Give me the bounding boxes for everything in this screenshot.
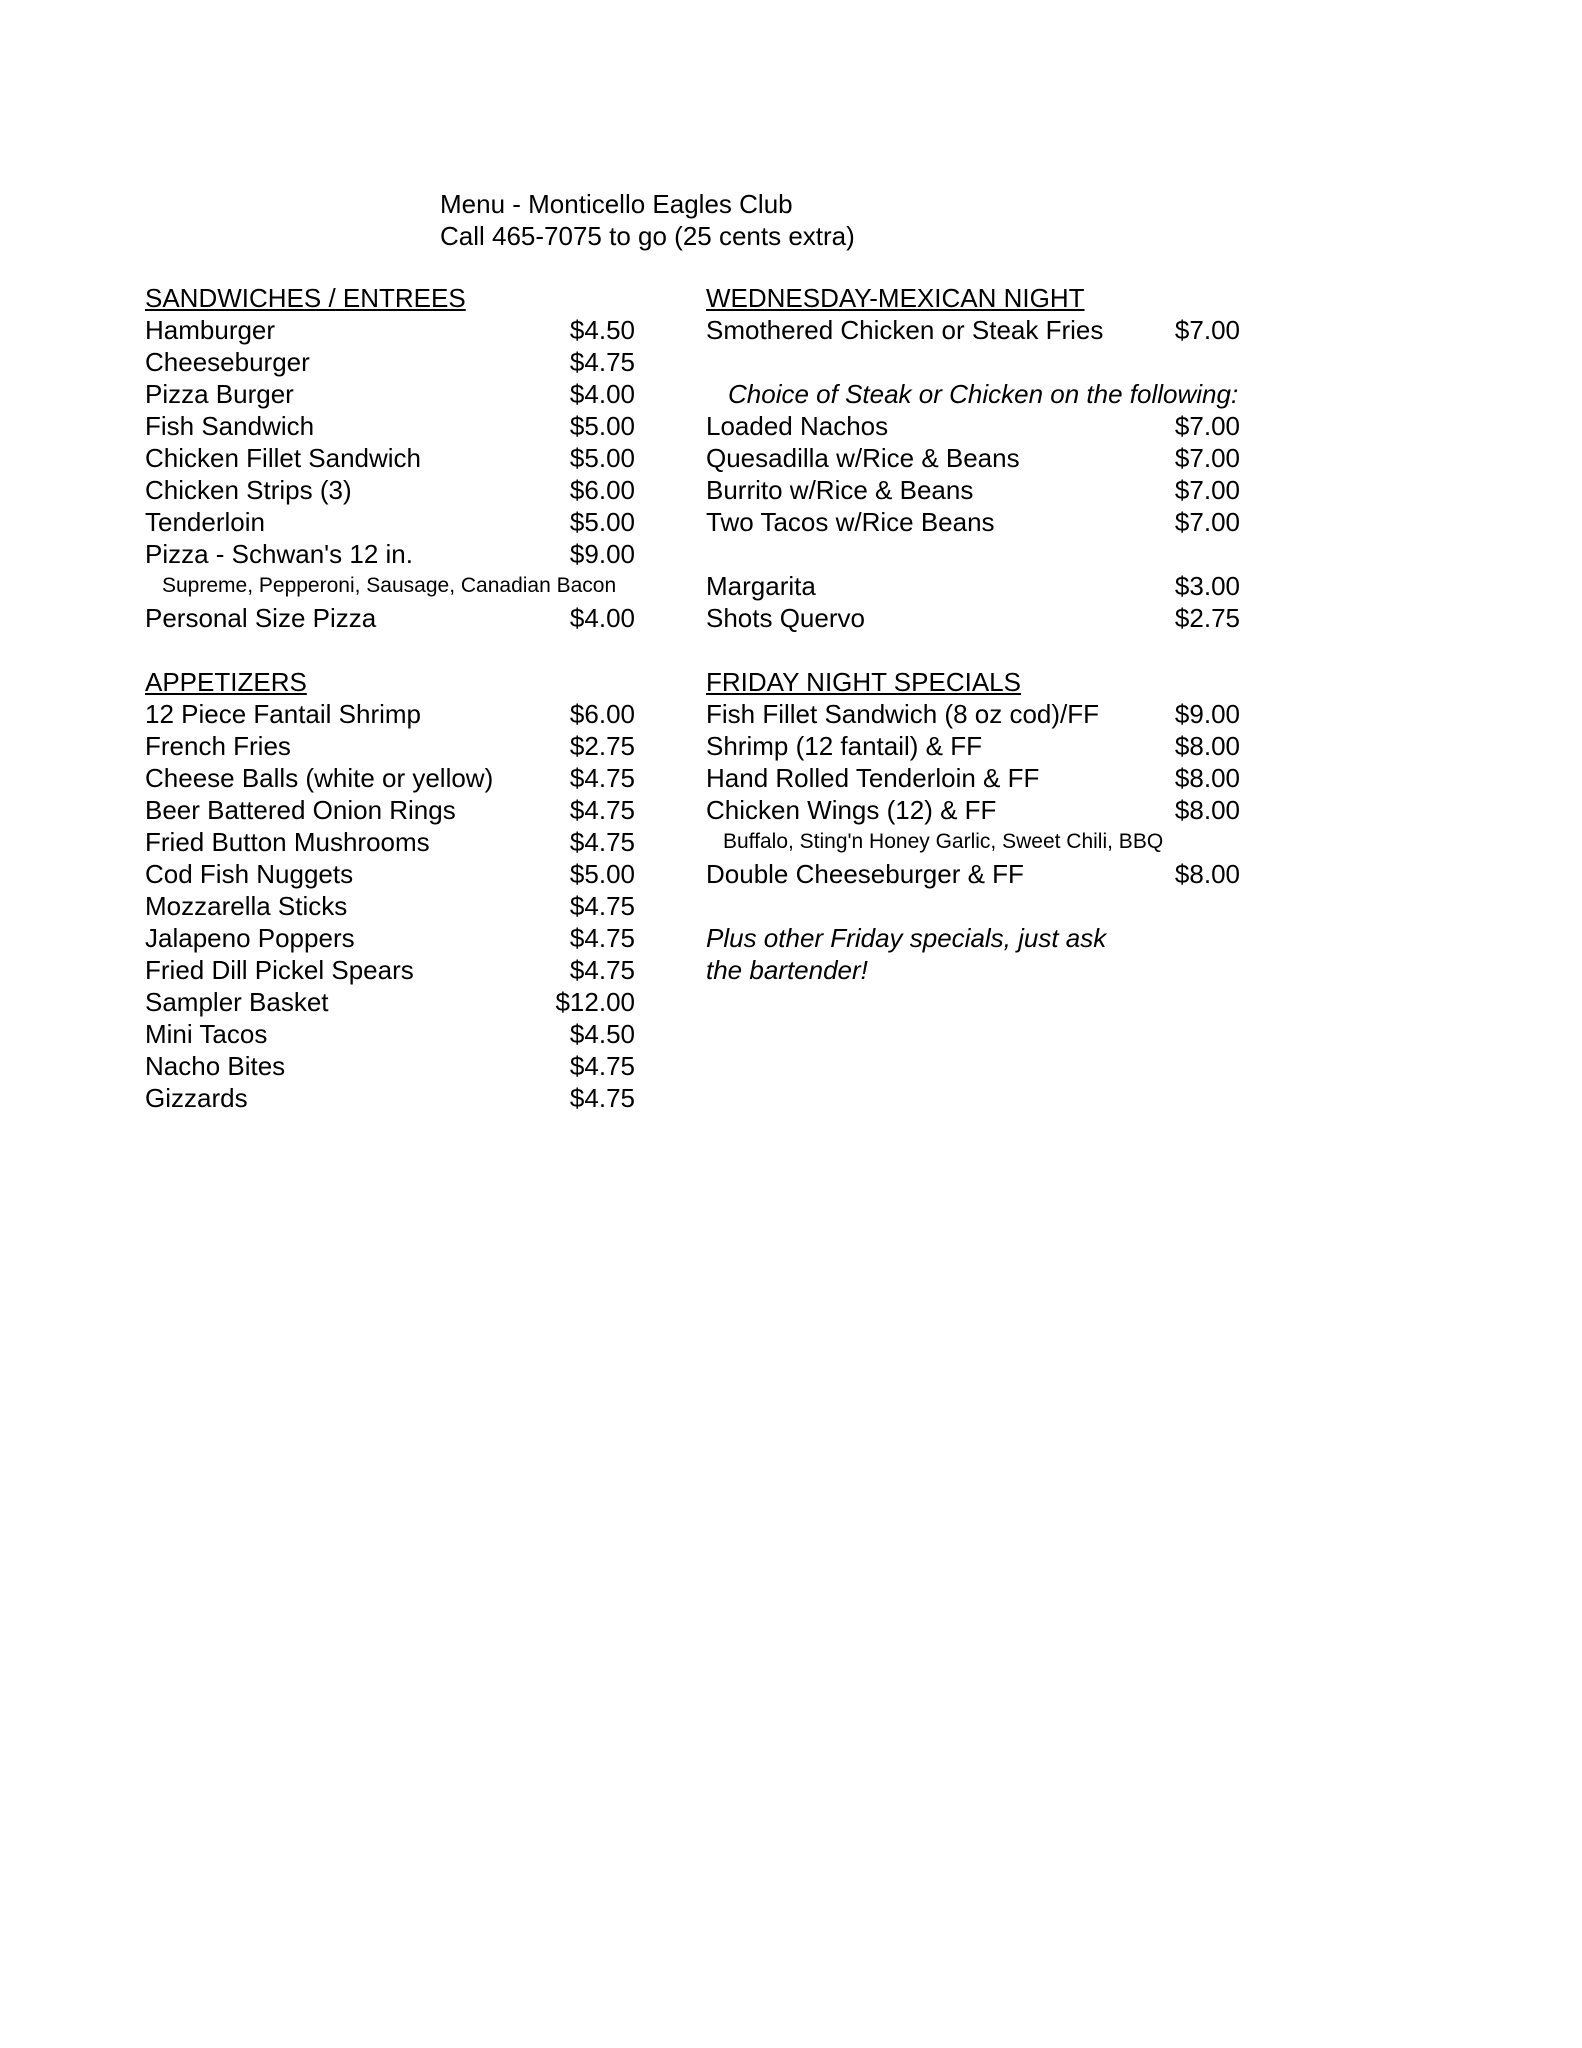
menu-item [145,1082,635,1114]
item-price: $7.00 [1174,475,1240,505]
menu-item [706,698,1240,730]
menu-item [145,730,635,762]
item-price: $2.75 [569,731,635,761]
menu-item [145,794,635,826]
menu-item [706,762,1240,794]
menu-item [145,506,635,538]
item-name: Quesadilla w/Rice & Beans [706,443,1020,473]
menu-item [706,794,1240,826]
item-price: $7.00 [1174,507,1240,537]
left-column [145,282,635,1114]
menu-item [706,858,1240,890]
menu-item [145,986,635,1018]
item-price: $4.75 [569,795,635,825]
item-name: Gizzards [145,1083,248,1113]
item-name: Chicken Wings (12) & FF [706,795,997,825]
menu-item [145,442,635,474]
menu-item [145,826,635,858]
page-header [440,188,855,252]
item-name: Shrimp (12 fantail) & FF [706,731,982,761]
item-name: Fried Dill Pickel Spears [145,955,414,985]
menu-title: Menu - Monticello Eagles Club [440,189,793,219]
spacer [706,634,1240,666]
item-price: $4.75 [569,1083,635,1113]
item-name: Two Tacos w/Rice Beans [706,507,995,537]
pizza-toppings-note: Supreme, Pepperoni, Sausage, Canadian Bacon [162,574,617,597]
appetizers-heading: APPETIZERS [145,667,307,697]
sandwiches-heading: SANDWICHES / ENTREES [145,283,466,313]
item-name: Mini Tacos [145,1019,268,1049]
item-name: Jalapeno Poppers [145,923,355,953]
item-price: $3.00 [1174,571,1240,601]
spacer [706,346,1240,378]
item-price: $9.00 [1174,699,1240,729]
item-price: $4.50 [569,1019,635,1049]
item-price: $4.50 [569,315,635,345]
menu-item [145,346,635,378]
menu-item [145,1050,635,1082]
menu-item [706,410,1240,442]
item-price: $8.00 [1174,731,1240,761]
item-name: Cod Fish Nuggets [145,859,354,889]
item-name: Personal Size Pizza [145,603,377,633]
spacer [706,890,1240,922]
menu-item [145,314,635,346]
menu-item [145,890,635,922]
menu-item [145,922,635,954]
item-price: $5.00 [569,443,635,473]
spacer [145,634,635,666]
menu-item [706,506,1240,538]
item-price: $4.00 [569,379,635,409]
item-name: Loaded Nachos [706,411,889,441]
item-price: $5.00 [569,507,635,537]
menu-item [706,570,1240,602]
item-price: $4.75 [569,827,635,857]
item-name: Cheeseburger [145,347,310,377]
item-price: $8.00 [1174,795,1240,825]
item-price: $4.75 [569,347,635,377]
menu-item [145,954,635,986]
item-name: Mozzarella Sticks [145,891,348,921]
spacer [706,538,1240,570]
item-price: $7.00 [1174,315,1240,345]
call-to-go-line: Call 465-7075 to go (25 cents extra) [440,221,855,251]
item-price: $4.75 [569,923,635,953]
item-price: $5.00 [569,859,635,889]
item-name: Nacho Bites [145,1051,286,1081]
item-name: Pizza Burger [145,379,294,409]
item-name: Shots Quervo [706,603,865,633]
item-price: $4.75 [569,1051,635,1081]
friday-closing-line-2: the bartender! [706,955,868,985]
item-name: Cheese Balls (white or yellow) [145,763,494,793]
menu-item [706,442,1240,474]
item-price: $8.00 [1174,859,1240,889]
item-name: Margarita [706,571,816,601]
item-price: $7.00 [1174,443,1240,473]
item-name: Fish Fillet Sandwich (8 oz cod)/FF [706,699,1100,729]
menu-item [706,314,1240,346]
menu-item [145,602,635,634]
item-name: Chicken Fillet Sandwich [145,443,422,473]
item-price: $4.75 [569,763,635,793]
friday-heading: FRIDAY NIGHT SPECIALS [706,667,1021,697]
item-price: $4.00 [569,603,635,633]
item-price: $5.00 [569,411,635,441]
item-name: 12 Piece Fantail Shrimp [145,699,422,729]
item-price: $6.00 [569,475,635,505]
wednesday-heading: WEDNESDAY-MEXICAN NIGHT [706,283,1085,313]
item-price: $2.75 [1174,603,1240,633]
menu-item [145,698,635,730]
menu-item [145,538,635,570]
menu-item [706,602,1240,634]
friday-closing-line-1: Plus other Friday specials, just ask [706,923,1107,953]
item-name: French Fries [145,731,291,761]
menu-item [706,730,1240,762]
item-name: Hand Rolled Tenderloin & FF [706,763,1040,793]
item-name: Fried Button Mushrooms [145,827,430,857]
menu-item [145,410,635,442]
item-price: $4.75 [569,955,635,985]
item-price: $8.00 [1174,763,1240,793]
item-name: Hamburger [145,315,276,345]
item-price: $6.00 [569,699,635,729]
item-name: Fish Sandwich [145,411,315,441]
item-name: Beer Battered Onion Rings [145,795,456,825]
item-name: Smothered Chicken or Steak Fries [706,315,1104,345]
item-name: Pizza - Schwan's 12 in. [145,539,413,569]
item-name: Chicken Strips (3) [145,475,352,505]
item-name: Tenderloin [145,507,265,537]
menu-item [145,474,635,506]
item-price: $7.00 [1174,411,1240,441]
item-price: $12.00 [555,987,635,1017]
item-price: $9.00 [569,539,635,569]
menu-item [145,762,635,794]
item-name: Sampler Basket [145,987,329,1017]
item-name: Double Cheeseburger & FF [706,859,1024,889]
menu-item [145,858,635,890]
right-column [706,282,1240,986]
menu-item [706,474,1240,506]
choice-note: Choice of Steak or Chicken on the following: [728,379,1239,409]
menu-item [145,378,635,410]
menu-item [145,1018,635,1050]
item-price: $4.75 [569,891,635,921]
item-name: Burrito w/Rice & Beans [706,475,974,505]
wings-flavors-note: Buffalo, Sting'n Honey Garlic, Sweet Chili, BBQ [723,830,1164,853]
